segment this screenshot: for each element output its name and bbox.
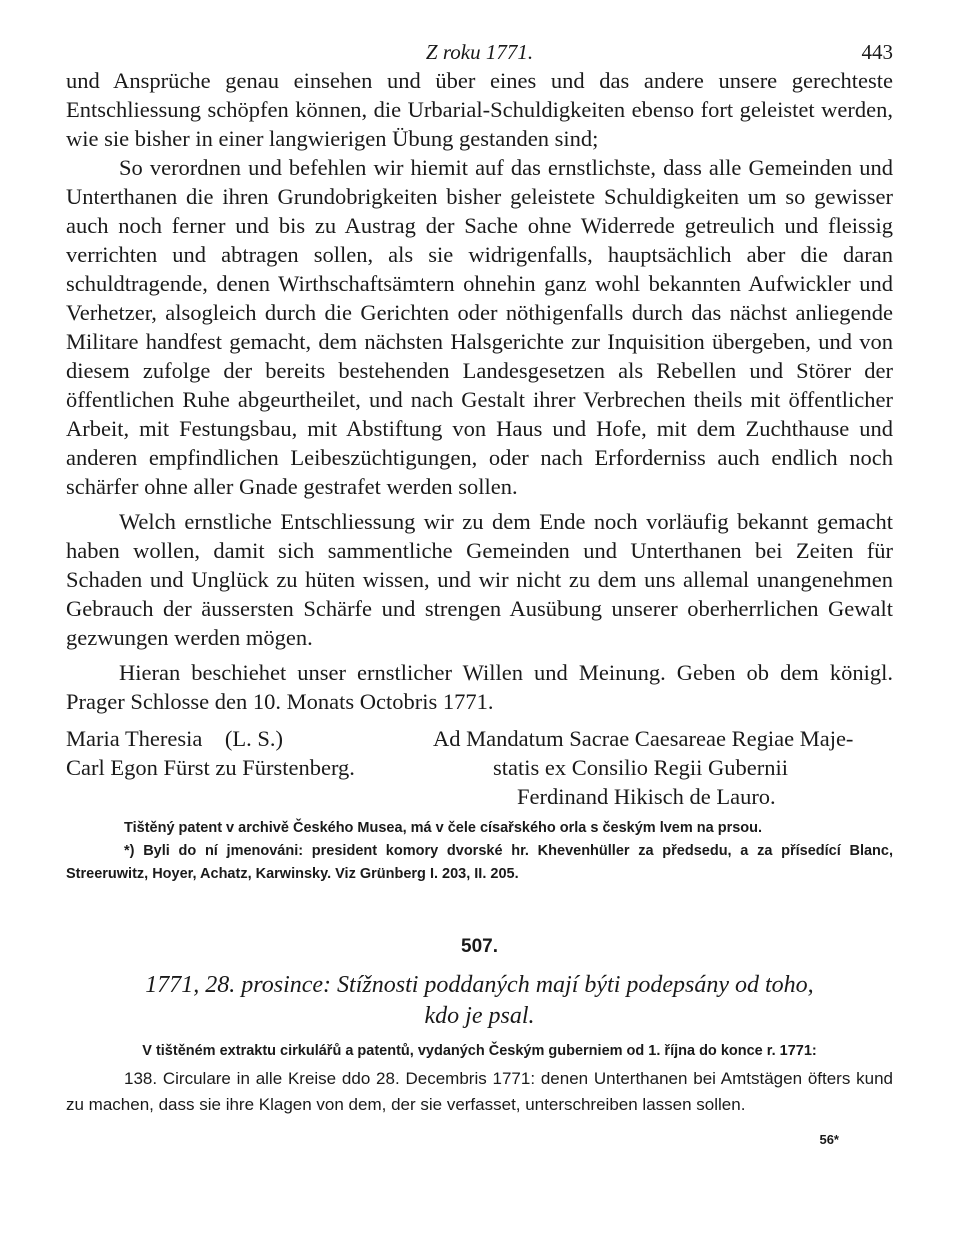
signature-right-line-1: Ad Mandatum Sacrae Caesareae Regiae Maje- xyxy=(433,726,854,751)
signature-right-line-2: statis ex Consilio Regii Gubernii xyxy=(493,755,788,780)
signature-left-line-1: Maria Theresia (L. S.) xyxy=(66,726,284,751)
document-heading-line-1: 1771, 28. prosince: Stížnosti poddaných mají býti podepsány od toho, xyxy=(145,972,814,998)
print-note: Tištěný patent v archivě Českého Musea, má v čele císařského orla s českým lvem na prsou. xyxy=(124,820,763,836)
document-abstract: 138. Circulare in alle Kreise ddo 28. Decembris 1771: denen Unterthanen bei Amtstägen öfters kund zu machen, dass sie ihre Klagen von dem, der sie verfasset, unterschreiben lassen sollen. xyxy=(66,1069,893,1114)
running-title: Z roku 1771. xyxy=(425,40,534,64)
body-paragraph-4: Hieran beschiehet unser ernstlicher Willen und Meinung. Geben ob dem königl. Prager Schlosse den 10. Monats Octobris 1771. xyxy=(66,660,893,714)
signature-right-line-3: Ferdinand Hikisch de Lauro. xyxy=(517,784,776,809)
signature-block xyxy=(66,724,893,811)
body-paragraph-3: Welch ernstliche Entschliessung wir zu dem Ende noch vorläufig bekannt gemacht haben wollen, damit sich sammentliche Gemeinden und Unterthanen bei Zeiten für Schaden und Unglück zu hüten wissen, und wir nicht zu dem uns allemal unangenehmen Gebrauch der äussersten Schärfe und strengen Ausübung unserer oberherrlichen Gewalt gezwungen werden mögen. xyxy=(66,509,893,650)
body-paragraph-2: So verordnen und befehlen wir hiemit auf das ernstlichste, dass alle Gemeinden und Unterthanen die ihren Grundobrigkeiten bisher geleistete Schuldigkeiten um so gewisser auch noch ferner und bis zu Austrag der Sache ohne Widerrede getreulich und fleissig verrichten und abtragen sollen, als sie widrigenfalls, hauptsächlich aber die daran schuldtragende, denen Wirthschaftsämtern ohnehin ganz wohl bekannten Aufwickler und Verhetzer, alsogleich durch die Gerichten oder nöthigenfalls durch das nächst anliegende Militare handfest gemacht, dem nächsten Halsgerichte zur Inquisition übergeben, und von diesem zufolge der bereits bestehenden Landesgesetzen als Rebellen und Störer der öffentlichen Ruhe abgeurtheilet, und nach Gestalt ihrer Verbrechen theils mit öffentlicher Arbeit, mit Festungsbau, mit Abstiftung von Haus und Hofe, mit dem Zuchthause und anderen empfindlichen Leibeszüchtigungen, oder nach Erforderniss auch endlich noch schärfer ohne aller Gnade gestrafet werden sollen. xyxy=(66,155,893,499)
sheet-signature: 56* xyxy=(819,1132,839,1147)
document-heading-line-2: kdo je psal. xyxy=(424,1003,535,1029)
running-head xyxy=(66,40,893,66)
document-heading xyxy=(66,970,893,1032)
body-paragraph-1: und Ansprüche genau einsehen und über eines und das andere unsere gerechteste Entschliessung schöpfen können, die Urbarial-Schuldigkeiten ebenso fort geleistet werden, wie sie bisher in einer langwierigen Übung gestanden sind; xyxy=(66,68,893,151)
signature-left xyxy=(66,724,411,811)
document-number: 507. xyxy=(461,936,498,957)
signature-right xyxy=(433,724,893,811)
page-number: 443 xyxy=(861,40,893,64)
source-note: V tištěném extraktu cirkulářů a patentů, vydaných Českým guberniem od 1. října do konce r. 1771: xyxy=(142,1043,817,1059)
footnote: *) Byli do ní jmenováni: president komory dvorské hr. Khevenhüller za předsedu, a za přísedící Blanc, Streeruwitz, Hoyer, Achatz, Karwinsky. Viz Grünberg I. 203, II. 205. xyxy=(66,843,893,882)
page xyxy=(66,40,893,1147)
signature-left-line-2: Carl Egon Fürst zu Fürstenberg. xyxy=(66,755,355,780)
